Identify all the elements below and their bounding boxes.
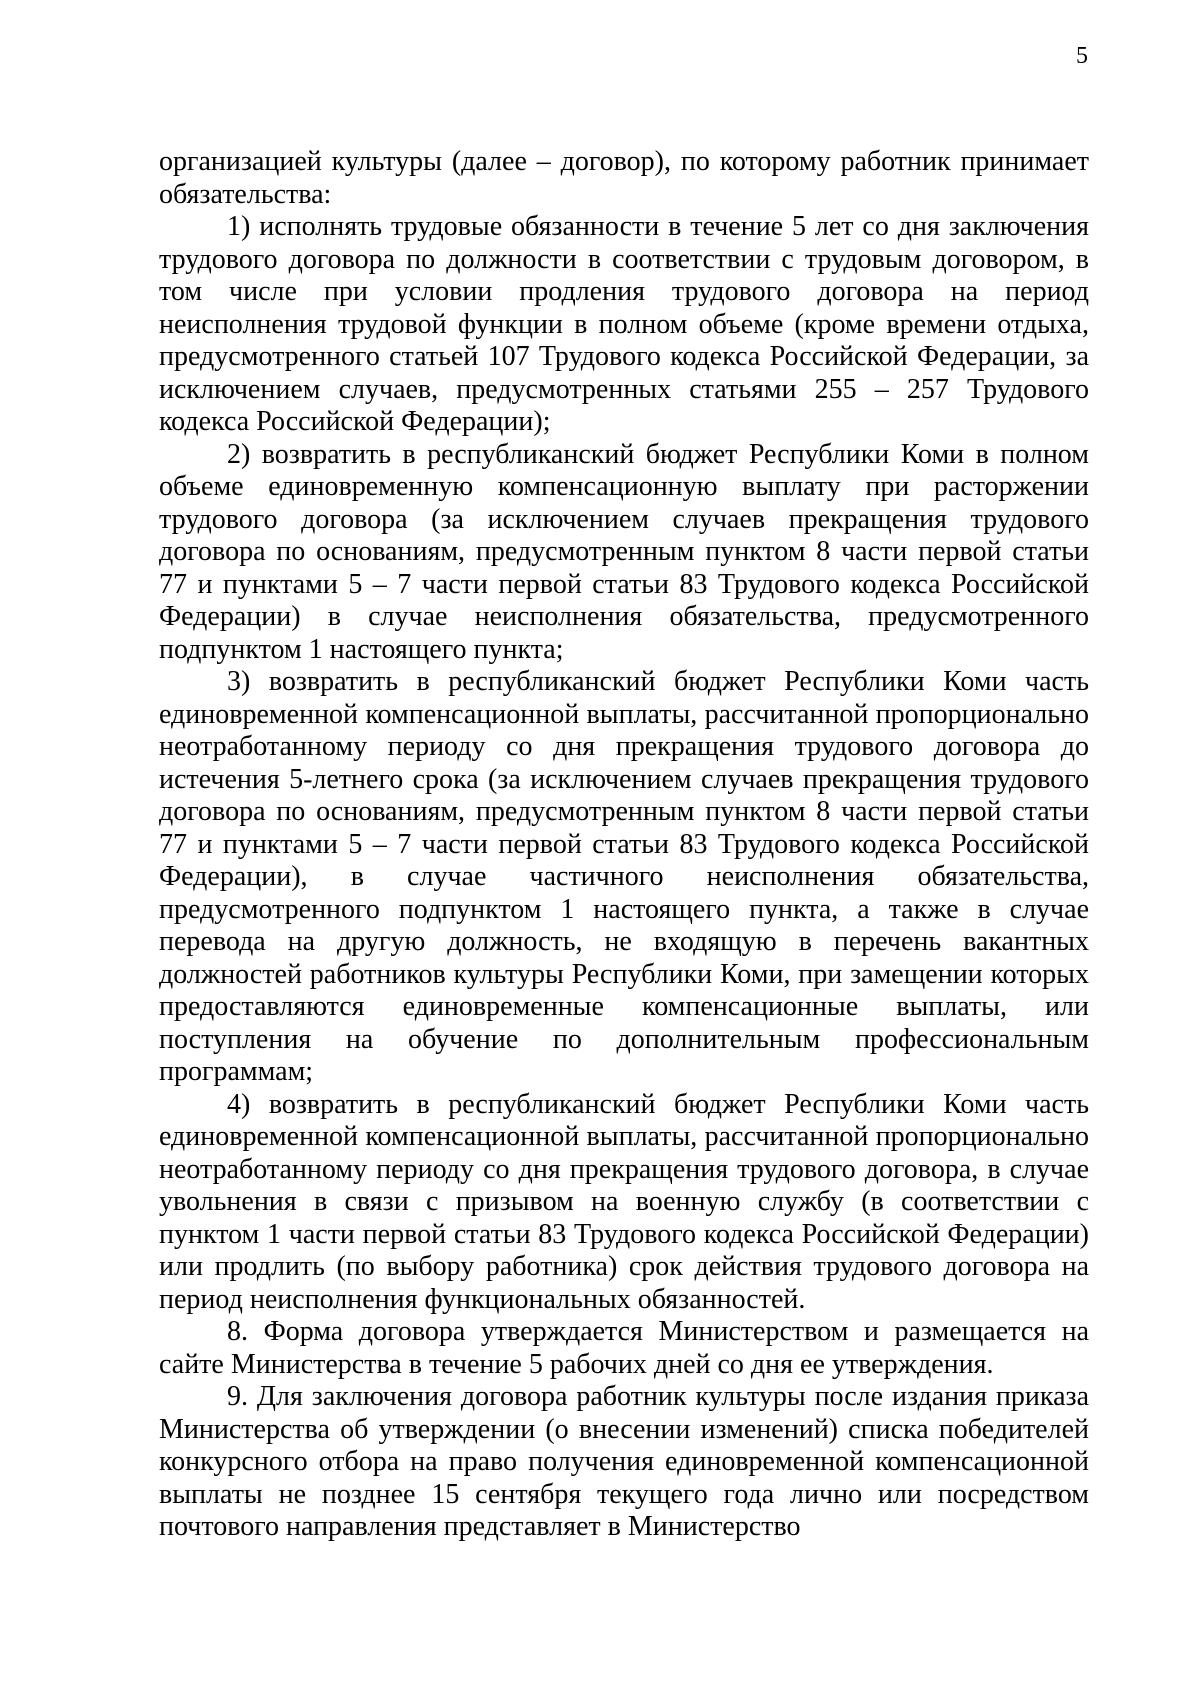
paragraph-item-9: 9. Для заключения договора работник культуры после издания приказа Министерства об утверждении (о внесении изменений) списка победителей конкурсного отбора на право получения единовременной компенсационной выплаты не позднее 15 сентября текущего года лично или посредством почтового направления представляет в Министерство (159, 1381, 1089, 1542)
page-number: 5 (1076, 43, 1088, 69)
paragraph-subitem-3: 3) возвратить в республиканский бюджет Республики Коми часть единовременной компенсационной выплаты, рассчитанной пропорционально неотработанному периоду со дня прекращения трудового договора до истечения 5-летнего срока (за исключением случаев прекращения трудового договора по основаниям, предусмотренным пунктом 8 части первой статьи 77 и пунктами 5 – 7 части первой статьи 83 Трудового кодекса Российской Федерации), в случае частичного неисполнения обязательства, предусмотренного подпунктом 1 настоящего пункта, а также в случае перевода на другую должность, не входящую в перечень вакантных должностей работников культуры Республики Коми, при замещении которых предоставляются единовременные компенсационные выплаты, или поступления на обучение по дополнительным профессиональным программам; (159, 666, 1089, 1087)
paragraph-subitem-2: 2) возвратить в республиканский бюджет Республики Коми в полном объеме единовременную компенсационную выплату при расторжении трудового договора (за исключением случаев прекращения трудового договора по основаниям, предусмотренным пунктом 8 части первой статьи 77 и пунктами 5 – 7 части первой статьи 83 Трудового кодекса Российской Федерации) в случае неисполнения обязательства, предусмотренного подпунктом 1 настоящего пункта; (159, 438, 1089, 665)
paragraph-subitem-1: 1) исполнять трудовые обязанности в течение 5 лет со дня заключения трудового договора по должности в соответствии с трудовым договором, в том числе при условии продления трудового договора на период неисполнения трудовой функции в полном объеме (кроме времени отдыха, предусмотренного статьей 107 Трудового кодекса Российской Федерации, за исключением случаев, предусмотренных статьями 255 – 257 Трудового кодекса Российской Федерации); (159, 211, 1089, 437)
paragraph-continuation: организацией культуры (далее – договор), по которому работник принимает обязательства: (159, 146, 1089, 210)
paragraph-item-8: 8. Форма договора утверждается Министерством и размещается на сайте Министерства в течение 5 рабочих дней со дня ее утверждения. (159, 1316, 1089, 1380)
paragraph-subitem-4: 4) возвратить в республиканский бюджет Республики Коми часть единовременной компенсационной выплаты, рассчитанной пропорционально неотработанному периоду со дня прекращения трудового договора, в случае увольнения в связи с призывом на военную службу (в соответствии с пунктом 1 части первой статьи 83 Трудового кодекса Российской Федерации) или продлить (по выбору работника) срок действия трудового договора на период неисполнения функциональных обязанностей. (159, 1088, 1089, 1315)
document-body (159, 146, 1089, 1544)
